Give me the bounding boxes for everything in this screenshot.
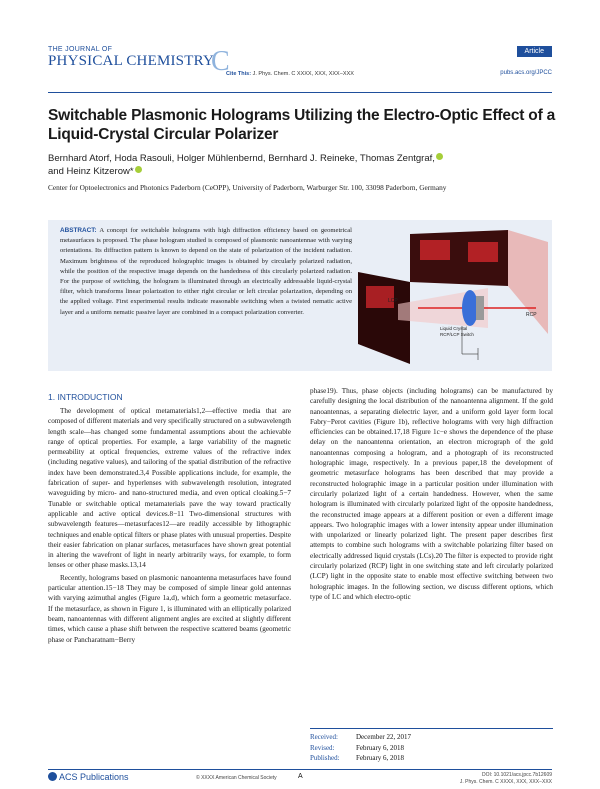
device-label-2: RCP/LCP Switch: [440, 332, 474, 337]
holo-image-side: [366, 286, 394, 308]
revised-label: Revised:: [310, 743, 335, 752]
abstract-box: [48, 220, 552, 371]
lcp-label: LCP: [388, 298, 398, 304]
footer-rule: [48, 769, 552, 770]
metasurface-sample: [476, 296, 484, 320]
published-label: Published:: [310, 754, 340, 762]
holo-image-left: [420, 240, 450, 260]
toc-graphic: [358, 224, 548, 367]
rcp-label: RCP: [526, 312, 537, 318]
publication-dates: [310, 728, 553, 764]
body-column-right: [310, 386, 553, 604]
received-date: December 22, 2017: [356, 733, 412, 741]
doi-block: [460, 772, 552, 786]
device-label-1: Liquid Crystal: [440, 326, 468, 331]
hologram-screen-right: [508, 230, 548, 334]
lc-switch-cell: [462, 290, 478, 326]
abstract-text: [60, 226, 352, 318]
abstract-body: A concept for switchable holograms with high diffraction efficiency based on geometrical metasurfaces is proposed. The phase hologram studied is composed of plasmonic nanoantennae with varying orientations. Its diffraction pattern is known to depend on the state of polarization of the incident radiation. Maximum brightness of the reproduced holographic images is obtained by circularly polarized radiation, while the position of the respective image depends on the handedness of this circularly polarized radiation. For the purpose of switching, the hologram is illuminated through an electrically addressable liquid-crystal filter, which transforms linear polarization to either right circular or left circular polarization, depending on the applied voltage. First experimental results indicate reasonable switching when a twisted nematic active layer and a uniform nematic passive layer are combined in a compact polarization converter.: [60, 227, 352, 316]
holo-image-right: [468, 242, 498, 262]
intro-paragraph-2: Recently, holograms based on plasmonic nanoantenna metasurfaces have found particular attention.15−18 They may be composed of simple linear gold antennas with varying azimuthal angles (Figure 1a,d), which form a geometric metasurface. If the metasurface, as shown in Figure 1, is illuminated with an elliptically polarized beam, nanoantennas with different alignment angles are excited at slightly different times, which cause a phase shift between the respective scattered beams (geometric phase or Pancharatnam−Berry: [48, 573, 291, 644]
journal-url[interactable]: pubs.acs.org/JPCC: [500, 70, 552, 76]
authors-line-1: Bernhard Atorf, Hoda Rasouli, Holger Mühlenbernd, Bernhard J. Reineke, Thomas Zentgraf,: [48, 153, 435, 164]
journal-header: [48, 44, 552, 84]
affiliation: Center for Optoelectronics and Photonics Paderborn (CeOPP), University of Paderborn, Warburger Str. 100, 33098 Paderborn, Germany: [48, 183, 447, 192]
article-type-badge: Article: [517, 46, 552, 57]
publisher-name: ACS Publications: [59, 772, 129, 782]
page-number: A: [298, 773, 303, 780]
intro-paragraph-3: phase19). Thus, phase objects (including holograms) can be manufactured by carefully designing the local distribution of the nanoantenna alignment. If the gold nanoantennas, a separating dielectric layer, and a uniform gold layer form local Fabry−Perot cavities (Figure 1b), reflective holograms with very high diffraction efficiencies can be obtained.17,18 Figure 1c−e shows the dependence of the phase delay on the nanoantenna orientation, an electron micrograph of the gold nanoantennas composing a hologram, and a photograph of its reconstructed holographic image, respectively. In a previous paper,18 the development of geometric metasurface holograms has been described that may provide a reconstructed holographic image in a particular position under illumination with circularly polarized light of a certain handedness. However, when the same hologram is illuminated with circularly polarized light of the opposite handedness, the reconstructed image appears at a different position or even a different image appears. Two holographic images with a lower intensity appear under illumination with unpolarized or linearly polarized light. The present paper describes first attempts to combine such holograms with a switchable polarizing filter based on electrically addressed liquid crystals (LCs).20 The filter is expected to provide right circularly polarized (RCP) light in one switching state and left circularly polarized (LCP) light in the opposite state to enable most effective switching between two holographic images. In the following section, we discuss different options, which type of LC and which electro-optic: [310, 387, 553, 601]
publisher-logo[interactable]: [48, 772, 129, 782]
author-list: [48, 152, 554, 178]
acs-logo-icon: [48, 772, 57, 781]
orcid-icon[interactable]: [135, 166, 142, 173]
received-label: Received:: [310, 733, 338, 741]
journal-name-small: THE JOURNAL OF: [48, 46, 113, 53]
paper-title: Switchable Plasmonic Holograms Utilizing the Electro-Optic Effect of a Liquid-Crystal Circular Polarizer: [48, 107, 556, 143]
body-column-left: [48, 406, 291, 647]
doi-link[interactable]: DOI: 10.1021/acs.jpcc.7b12609: [481, 772, 552, 778]
cite-label: Cite This:: [226, 71, 252, 77]
abstract-label: ABSTRACT:: [60, 227, 97, 234]
orcid-icon[interactable]: [436, 153, 443, 160]
authors-line-2: and Heinz Kitzerow*: [48, 166, 134, 177]
intro-paragraph-1: The development of optical metamaterials1,2—effective media that are composed of different materials and very specifically structured on a subwavelength length scale—has changed some fundamental assumptions about the achievable range of optical properties. For example, a large variability of the magnetic permeability at optical frequencies, extreme values of the refractive index (including negative values), and tailoring of the spatial distribution of the refractive index have been demonstrated.3,4 Possible applications include, for example, the fabrication of super- and hyperlenses with subwavelength resolution, integrated waveguiding by micro- and nano-structured media, and even optical cloaking.5−7 Tunable or switchable optical metamaterials pave the way toward practically applicable and active optical devices.8−11 Two-dimensional structures with subwavelength features—metasurfaces12—are readily accessible by lithographic techniques and enable optical filters or phase plates with unusual properties. Despite their easier fabrication on planar surfaces, metasurfaces have shown great potential in altering the wavefront of light in nearly arbitrarily ways, for example, to form lenses or other phase masks.13,14: [48, 407, 291, 570]
doi-reference: J. Phys. Chem. C XXXX, XXX, XXX−XXX: [459, 779, 552, 785]
journal-name: PHYSICAL CHEMISTRY: [48, 53, 214, 69]
journal-section-letter: C: [211, 46, 230, 77]
published-date: February 6, 2018: [356, 754, 405, 762]
revised-date: February 6, 2018: [356, 743, 405, 752]
copyright: © XXXX American Chemical Society: [196, 775, 277, 781]
cite-this[interactable]: [226, 71, 354, 77]
cite-reference: J. Phys. Chem. C XXXX, XXX, XXX−XXX: [252, 71, 354, 77]
header-rule: [48, 92, 552, 93]
section-heading: 1. INTRODUCTION: [48, 392, 123, 402]
